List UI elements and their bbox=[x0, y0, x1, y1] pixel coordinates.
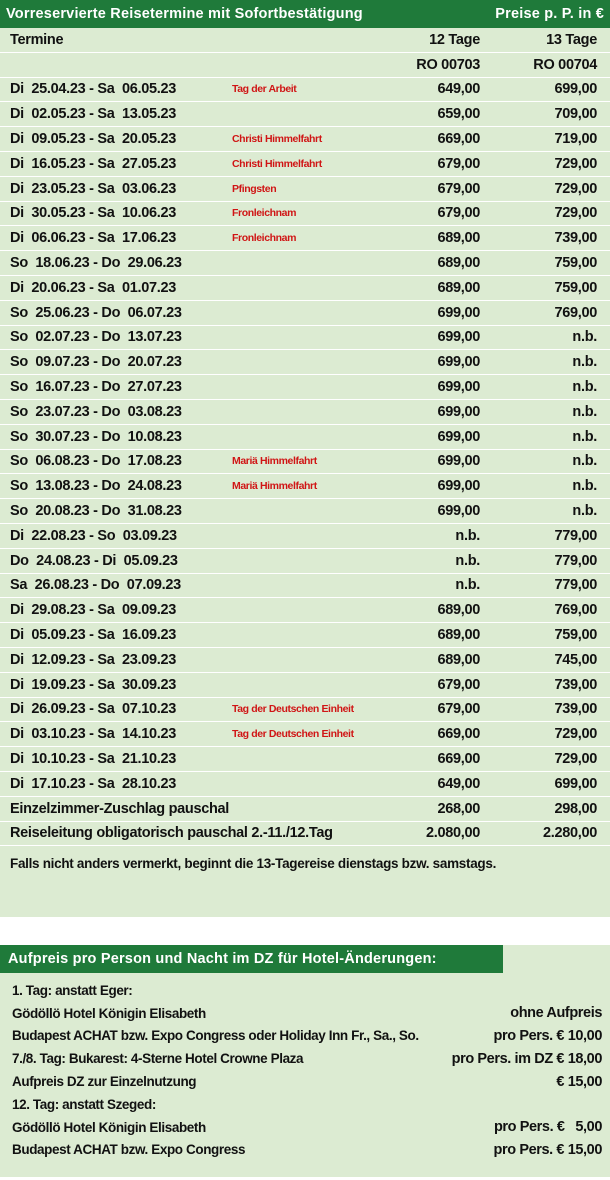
holiday-label: Mariä Himmelfahrt bbox=[232, 480, 317, 493]
column-code-row bbox=[0, 53, 610, 78]
table-row bbox=[0, 152, 610, 177]
price-13-days: 729,00 bbox=[554, 205, 597, 222]
price-13-days: 699,00 bbox=[554, 81, 597, 98]
date-range: Di 17.10.23 - Sa 28.10.23 bbox=[10, 775, 177, 792]
table-row bbox=[0, 202, 610, 227]
surcharge-row bbox=[0, 1047, 610, 1070]
price-12-days: 669,00 bbox=[437, 726, 480, 743]
holiday-label: Christi Himmelfahrt bbox=[232, 157, 322, 170]
surcharge-text: Budapest ACHAT bzw. Expo Congress bbox=[12, 1142, 246, 1158]
table-row bbox=[0, 747, 610, 772]
table-row bbox=[0, 499, 610, 524]
table-row bbox=[0, 350, 610, 375]
surcharge-row bbox=[0, 1070, 610, 1093]
price-12-days: n.b. bbox=[455, 552, 480, 569]
holiday-label: Pfingsten bbox=[232, 182, 277, 195]
price-13-days: n.b. bbox=[572, 478, 597, 495]
price-12-days: 699,00 bbox=[437, 379, 480, 396]
surcharge-title: Aufpreis pro Person und Nacht im DZ für Hotel-Änderungen: bbox=[0, 945, 503, 973]
surcharge-label bbox=[12, 1074, 196, 1089]
table-row bbox=[0, 251, 610, 276]
table-row bbox=[0, 623, 610, 648]
price-12-days: 679,00 bbox=[437, 155, 480, 172]
table-row bbox=[0, 549, 610, 574]
date-range: Di 22.08.23 - So 03.09.23 bbox=[10, 527, 177, 544]
holiday-label: Fronleichnam bbox=[232, 232, 297, 245]
holiday-label: Mariä Himmelfahrt bbox=[232, 455, 317, 468]
price-12-days: 699,00 bbox=[437, 453, 480, 470]
price-13-days: 699,00 bbox=[554, 775, 597, 792]
surcharge-price: pro Pers. € 5,00 bbox=[493, 1119, 602, 1136]
date-range: Di 09.05.23 - Sa 20.05.23 bbox=[10, 131, 177, 148]
price-12-days: 689,00 bbox=[437, 602, 480, 619]
surcharge-row bbox=[0, 1116, 610, 1139]
table-row bbox=[0, 450, 610, 475]
date-range: So 02.07.23 - Do 13.07.23 bbox=[10, 329, 182, 346]
date-range: Di 02.05.23 - Sa 13.05.23 bbox=[10, 106, 177, 123]
extra-price-13-days: 2.280,00 bbox=[542, 825, 597, 842]
date-range: Di 05.09.23 - Sa 16.09.23 bbox=[10, 627, 177, 644]
date-range: So 18.06.23 - Do 29.06.23 bbox=[10, 255, 182, 272]
surcharge-row bbox=[0, 1139, 610, 1162]
price-13-days: 709,00 bbox=[554, 106, 597, 123]
price-13-days: n.b. bbox=[572, 403, 597, 420]
col-code-13-days: RO 00704 bbox=[533, 56, 597, 73]
price-12-days: 699,00 bbox=[437, 478, 480, 495]
table-row bbox=[0, 400, 610, 425]
price-12-days: 699,00 bbox=[437, 354, 480, 371]
date-range: Di 20.06.23 - Sa 01.07.23 bbox=[10, 279, 177, 296]
extra-price-13-days: 298,00 bbox=[554, 800, 597, 817]
price-12-days: 679,00 bbox=[437, 180, 480, 197]
price-12-days: 699,00 bbox=[437, 428, 480, 445]
table-row bbox=[0, 276, 610, 301]
table-row bbox=[0, 673, 610, 698]
price-13-days: 745,00 bbox=[554, 651, 597, 668]
holiday-label: Tag der Arbeit bbox=[232, 83, 297, 96]
price-12-days: 679,00 bbox=[437, 205, 480, 222]
table-row bbox=[0, 326, 610, 351]
price-13-days: 739,00 bbox=[554, 230, 597, 247]
column-header-row bbox=[0, 28, 610, 53]
price-13-days: 729,00 bbox=[554, 726, 597, 743]
table-title-bar bbox=[0, 0, 610, 28]
price-12-days: 689,00 bbox=[437, 627, 480, 644]
price-12-days: 699,00 bbox=[437, 329, 480, 346]
surcharge-label bbox=[12, 1051, 303, 1066]
price-12-days: 689,00 bbox=[437, 279, 480, 296]
surcharge-label bbox=[12, 1142, 245, 1157]
date-range: So 13.08.23 - Do 24.08.23 bbox=[10, 478, 182, 495]
date-range: Di 12.09.23 - Sa 23.09.23 bbox=[10, 651, 177, 668]
price-12-days: 699,00 bbox=[437, 503, 480, 520]
price-12-days: n.b. bbox=[455, 527, 480, 544]
day-key: 1. Tag: bbox=[12, 982, 52, 998]
price-12-days: 649,00 bbox=[437, 775, 480, 792]
date-range: Di 16.05.23 - Sa 27.05.23 bbox=[10, 155, 177, 172]
date-range: Di 30.05.23 - Sa 10.06.23 bbox=[10, 205, 177, 222]
surcharge-row bbox=[0, 1002, 610, 1025]
surcharge-text: anstatt Eger: bbox=[51, 982, 133, 998]
footnote: Falls nicht anders vermerkt, beginnt die 13-Tagereise dienstags bzw. samstags. bbox=[10, 855, 497, 871]
price-12-days: 689,00 bbox=[437, 255, 480, 272]
holiday-label: Fronleichnam bbox=[232, 207, 297, 220]
date-range: So 06.08.23 - Do 17.08.23 bbox=[10, 453, 182, 470]
surcharge-text: anstatt Szeged: bbox=[58, 1096, 156, 1112]
surcharge-label bbox=[12, 1120, 206, 1135]
date-range: Di 26.09.23 - Sa 07.10.23 bbox=[10, 701, 177, 718]
table-row bbox=[0, 598, 610, 623]
holiday-label: Christi Himmelfahrt bbox=[232, 133, 322, 146]
table-row bbox=[0, 127, 610, 152]
price-13-days: 779,00 bbox=[554, 577, 597, 594]
table-row bbox=[0, 574, 610, 599]
day-key: 7./8. Tag: bbox=[12, 1051, 66, 1067]
price-13-days: 729,00 bbox=[554, 751, 597, 767]
date-range: So 20.08.23 - Do 31.08.23 bbox=[10, 503, 182, 520]
surcharge-label bbox=[12, 1097, 156, 1112]
table-row bbox=[0, 524, 610, 549]
price-12-days: 669,00 bbox=[437, 751, 480, 767]
price-13-days: 729,00 bbox=[554, 155, 597, 172]
price-12-days: 669,00 bbox=[437, 131, 480, 148]
price-12-days: 679,00 bbox=[437, 676, 480, 693]
date-range: Di 29.08.23 - Sa 09.09.23 bbox=[10, 602, 177, 619]
price-13-days: n.b. bbox=[572, 379, 597, 396]
surcharge-row bbox=[0, 979, 610, 1002]
price-12-days: 689,00 bbox=[437, 230, 480, 247]
surcharge-rows bbox=[0, 979, 610, 1161]
table-row bbox=[0, 78, 610, 103]
date-range: So 23.07.23 - Do 03.08.23 bbox=[10, 403, 182, 420]
date-range: Di 19.09.23 - Sa 30.09.23 bbox=[10, 676, 177, 693]
surcharge-price: ohne Aufpreis bbox=[510, 1005, 602, 1022]
surcharge-price: € 15,00 bbox=[556, 1073, 602, 1090]
table-row bbox=[0, 177, 610, 202]
table-row bbox=[0, 722, 610, 747]
date-range: Sa 26.08.23 - Do 07.09.23 bbox=[10, 577, 181, 594]
table-row bbox=[0, 102, 610, 127]
holiday-label: Tag der Deutschen Einheit bbox=[232, 703, 354, 716]
price-12-days: n.b. bbox=[455, 577, 480, 594]
price-13-days: 729,00 bbox=[554, 180, 597, 197]
surcharge-label bbox=[12, 1028, 419, 1043]
date-range: Di 03.10.23 - Sa 14.10.23 bbox=[10, 726, 177, 743]
surcharge-text: Budapest ACHAT bzw. Expo Congress oder Holiday Inn Fr., Sa., So. bbox=[12, 1028, 419, 1044]
extras-rows bbox=[0, 797, 610, 847]
price-13-days: 769,00 bbox=[554, 602, 597, 619]
surcharge-label bbox=[12, 1006, 206, 1021]
price-13-days: 739,00 bbox=[554, 676, 597, 693]
extra-label: Einzelzimmer-Zuschlag pauschal bbox=[10, 800, 230, 817]
price-13-days: n.b. bbox=[572, 453, 597, 470]
surcharge-row bbox=[0, 1093, 610, 1116]
surcharge-price: pro Pers. € 10,00 bbox=[493, 1027, 602, 1044]
price-13-days: 759,00 bbox=[554, 279, 597, 296]
col-header-13-days: 13 Tage bbox=[546, 31, 597, 48]
table-row bbox=[0, 226, 610, 251]
col-header-termine: Termine bbox=[10, 31, 64, 48]
date-range: Di 25.04.23 - Sa 06.05.23 bbox=[10, 81, 177, 98]
extra-label: Reiseleitung obligatorisch pauschal 2.-11./12.Tag bbox=[10, 825, 333, 842]
price-13-days: 719,00 bbox=[554, 131, 597, 148]
price-13-days: 779,00 bbox=[554, 527, 597, 544]
day-key: 12. Tag: bbox=[12, 1096, 59, 1112]
col-code-12-days: RO 00703 bbox=[416, 56, 480, 73]
price-13-days: n.b. bbox=[572, 354, 597, 371]
surcharge-text: Gödöllö Hotel Königin Elisabeth bbox=[12, 1005, 206, 1021]
price-12-days: 689,00 bbox=[437, 651, 480, 668]
table-row bbox=[0, 474, 610, 499]
extra-row bbox=[0, 822, 610, 847]
table-row bbox=[0, 375, 610, 400]
surcharge-text: Bukarest: 4-Sterne Hotel Crowne Plaza bbox=[65, 1051, 304, 1067]
price-13-days: 759,00 bbox=[554, 627, 597, 644]
price-13-days: 769,00 bbox=[554, 304, 597, 321]
surcharge-text: Aufpreis DZ zur Einzelnutzung bbox=[12, 1074, 197, 1090]
date-range: So 16.07.23 - Do 27.07.23 bbox=[10, 379, 182, 396]
price-12-days: 679,00 bbox=[437, 701, 480, 718]
surcharge-price: pro Pers. € 15,00 bbox=[493, 1141, 602, 1158]
price-13-days: 759,00 bbox=[554, 255, 597, 272]
date-range: Do 24.08.23 - Di 05.09.23 bbox=[10, 552, 178, 569]
col-header-12-days: 12 Tage bbox=[429, 31, 480, 48]
date-range: Di 06.06.23 - Sa 17.06.23 bbox=[10, 230, 177, 247]
date-range: So 09.07.23 - Do 20.07.23 bbox=[10, 354, 182, 371]
table-row bbox=[0, 648, 610, 673]
table-row bbox=[0, 698, 610, 723]
price-12-days: 649,00 bbox=[437, 81, 480, 98]
hotel-surcharge-box bbox=[0, 945, 610, 1177]
surcharge-label bbox=[12, 983, 132, 998]
table-title: Vorreservierte Reisetermine mit Sofortbestätigung bbox=[6, 6, 363, 22]
surcharge-price: pro Pers. im DZ € 18,00 bbox=[451, 1050, 602, 1067]
surcharge-row bbox=[0, 1025, 610, 1048]
extra-price-12-days: 2.080,00 bbox=[425, 825, 480, 842]
price-13-days: n.b. bbox=[572, 428, 597, 445]
price-13-days: 779,00 bbox=[554, 552, 597, 569]
table-row bbox=[0, 772, 610, 797]
date-rows bbox=[0, 78, 610, 797]
price-note: Preise p. P. in € bbox=[495, 6, 604, 22]
price-13-days: 739,00 bbox=[554, 701, 597, 718]
date-range: So 25.06.23 - Do 06.07.23 bbox=[10, 304, 182, 321]
date-range: So 30.07.23 - Do 10.08.23 bbox=[10, 428, 182, 445]
holiday-label: Tag der Deutschen Einheit bbox=[232, 728, 354, 741]
date-range: Di 10.10.23 - Sa 21.10.23 bbox=[10, 751, 177, 767]
surcharge-text: Gödöllö Hotel Königin Elisabeth bbox=[12, 1119, 206, 1135]
extra-price-12-days: 268,00 bbox=[437, 800, 480, 817]
price-12-days: 699,00 bbox=[437, 304, 480, 321]
table-row bbox=[0, 425, 610, 450]
extra-row bbox=[0, 797, 610, 822]
date-range: Di 23.05.23 - Sa 03.06.23 bbox=[10, 180, 177, 197]
price-13-days: n.b. bbox=[572, 329, 597, 346]
table-row bbox=[0, 301, 610, 326]
price-12-days: 659,00 bbox=[437, 106, 480, 123]
price-13-days: n.b. bbox=[572, 503, 597, 520]
price-12-days: 699,00 bbox=[437, 403, 480, 420]
